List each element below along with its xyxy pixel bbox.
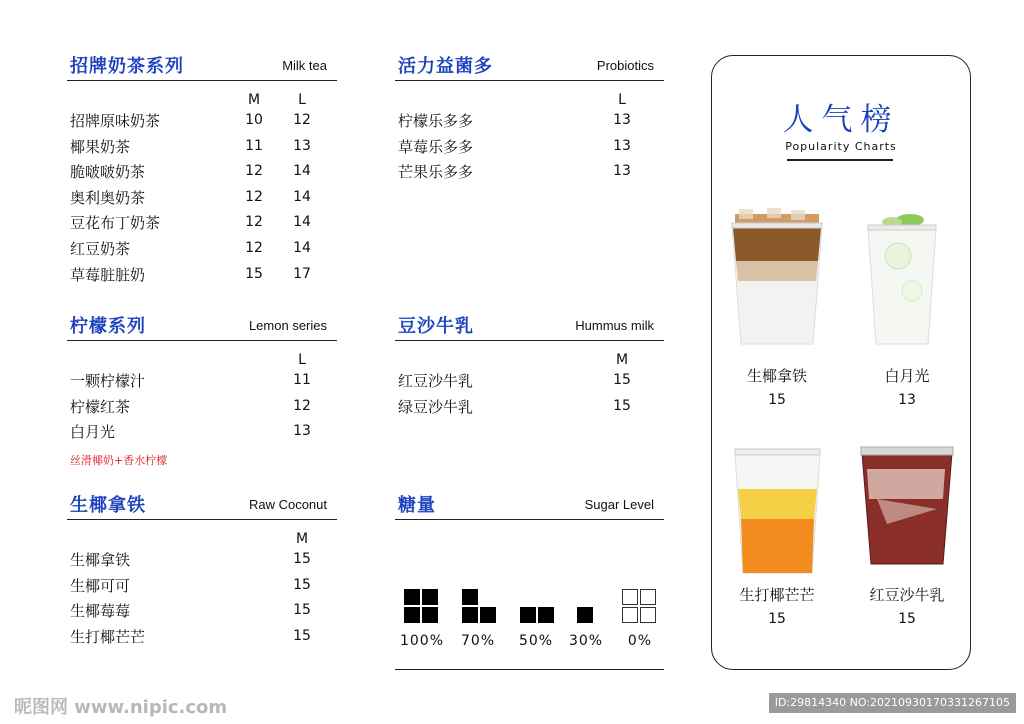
size-m-label: M: [295, 531, 309, 547]
price-l: 14: [293, 188, 311, 205]
sugar-label-50: 50%: [518, 633, 554, 649]
sugar-block-empty: [622, 589, 638, 605]
sugar-block-filled: [404, 589, 420, 605]
section-header: [67, 52, 337, 81]
red-bean-milk-cup-image: [857, 439, 957, 579]
menu-item: [67, 187, 337, 213]
popularity-subtitle: Popularity Charts: [785, 140, 897, 153]
menu-item: [67, 370, 337, 396]
section-subtitle: Raw Coconut: [248, 497, 327, 512]
item-name: 生椰拿铁: [70, 551, 131, 569]
price-l: 14: [293, 214, 311, 231]
price-m: 12: [245, 188, 263, 205]
price: 13: [613, 137, 631, 154]
section-probiotics: [395, 52, 664, 202]
size-header: [67, 352, 337, 372]
item-name: 红豆沙牛乳: [398, 372, 474, 390]
sugar-block-filled: [538, 607, 554, 623]
popular-item-name: 生椰拿铁: [746, 367, 807, 385]
size-m-label: M: [247, 92, 261, 108]
menu-item: [67, 626, 337, 652]
menu-item: [395, 396, 664, 422]
menu-item: [395, 370, 664, 396]
price: 13: [613, 163, 631, 180]
coconut-latte-cup-image: [727, 206, 827, 356]
price: 15: [613, 397, 631, 414]
size-header: [67, 531, 337, 551]
sugar-label-70: 70%: [460, 633, 496, 649]
menu-item: [67, 136, 337, 162]
section-header: [67, 312, 337, 341]
menu-item: [67, 421, 337, 447]
price: 15: [613, 372, 631, 388]
item-name: 绿豆沙牛乳: [398, 397, 474, 416]
sugar-block-empty: [622, 607, 638, 623]
item-name: 芒果乐多多: [398, 163, 474, 182]
item-name: 椰果奶茶: [70, 137, 131, 156]
section-header: [67, 491, 337, 520]
popular-item-price: 15: [768, 392, 786, 408]
section-lemon: [67, 312, 337, 472]
sugar-label-30: 30%: [568, 633, 604, 649]
size-l-label: L: [298, 92, 306, 108]
price-l: 17: [293, 265, 311, 282]
popular-item-price: 13: [898, 392, 916, 408]
price-m: 12: [245, 214, 263, 231]
price: 15: [293, 602, 311, 619]
section-sugar-level: [395, 491, 664, 531]
price: 15: [293, 551, 311, 567]
section-raw-coconut: [67, 491, 337, 661]
item-name: 生打椰芒芒: [70, 627, 146, 646]
item-name: 生椰可可: [70, 576, 131, 595]
sugar-block-filled: [520, 607, 536, 623]
sugar-label-0: 0%: [627, 633, 653, 649]
divider: [787, 159, 893, 161]
popular-item-price: 15: [768, 611, 786, 627]
section-title: 招牌奶茶系列: [70, 56, 184, 77]
section-title: 糖量: [398, 495, 436, 516]
menu-item: [395, 136, 664, 162]
price-m: 15: [245, 265, 263, 282]
price-l: 14: [293, 163, 311, 180]
item-name: 草莓乐多多: [398, 137, 474, 156]
sugar-block-filled: [577, 607, 593, 623]
menu-item: [67, 161, 337, 187]
popular-item-price: 15: [898, 611, 916, 627]
sugar-block-filled: [422, 607, 438, 623]
section-subtitle: Lemon series: [248, 318, 327, 333]
popular-item-name: 白月光: [884, 367, 930, 385]
ingredient-note: 丝滑椰奶+香水柠檬: [70, 454, 168, 467]
menu-item: [67, 212, 337, 238]
item-name: 柠檬乐多多: [398, 112, 474, 130]
menu-item: [67, 600, 337, 626]
price: 15: [293, 627, 311, 644]
section-header: [395, 312, 664, 341]
sugar-label-100: 100%: [399, 633, 445, 649]
menu-list: [395, 370, 664, 421]
menu-item: [395, 110, 664, 136]
sugar-block-filled: [462, 607, 478, 623]
price: 15: [293, 576, 311, 593]
section-milk-tea: [67, 52, 337, 302]
price-l: 12: [293, 112, 311, 128]
sugar-block-filled: [462, 589, 478, 605]
section-subtitle: Hummus milk: [575, 318, 654, 333]
size-header: [67, 92, 337, 112]
white-moonlight-cup-image: [862, 206, 942, 356]
menu-item: [67, 264, 337, 290]
watermark-id: ID:29814340 NO:20210930170331267105: [769, 693, 1016, 713]
item-name: 奥利奥奶茶: [70, 188, 146, 207]
price: 12: [293, 397, 311, 414]
size-header: [395, 352, 664, 372]
sugar-block-filled: [422, 589, 438, 605]
section-title: 活力益菌多: [398, 56, 493, 77]
section-title: 生椰拿铁: [70, 495, 146, 516]
popularity-title: 人气榜: [782, 102, 900, 138]
menu-list: [67, 370, 337, 447]
section-header: [395, 52, 664, 81]
item-name: 生椰莓莓: [70, 602, 131, 621]
price-l: 14: [293, 239, 311, 256]
menu-item: [67, 396, 337, 422]
menu-item: [67, 238, 337, 264]
popularity-card: [711, 55, 971, 670]
size-l-label: L: [298, 352, 306, 368]
section-subtitle: Probiotics: [596, 58, 654, 73]
item-name: 柠檬红茶: [70, 397, 131, 416]
size-l-label: L: [618, 92, 626, 108]
section-hummus-milk: [395, 312, 664, 432]
menu-item: [67, 110, 337, 136]
coconut-mango-cup-image: [730, 439, 825, 579]
item-name: 脆啵啵奶茶: [70, 163, 146, 182]
item-name: 一颗柠檬汁: [70, 372, 146, 390]
section-title: 柠檬系列: [70, 316, 146, 337]
price: 13: [293, 423, 311, 440]
price-m: 11: [245, 137, 263, 154]
item-name: 招牌原味奶茶: [70, 112, 161, 130]
sugar-block-empty: [640, 607, 656, 623]
price-m: 12: [245, 163, 263, 180]
item-name: 草莓脏脏奶: [70, 265, 146, 284]
price-m: 10: [245, 112, 263, 128]
menu-item: [67, 575, 337, 601]
popular-item-name: 生打椰芒芒: [739, 586, 815, 604]
price-m: 12: [245, 239, 263, 256]
size-header: [395, 92, 664, 112]
divider: [395, 669, 664, 670]
section-header: [395, 491, 664, 520]
menu-list: [67, 549, 337, 651]
item-name: 豆花布丁奶茶: [70, 214, 161, 233]
popular-item-name: 红豆沙牛乳: [869, 586, 945, 604]
section-subtitle: Milk tea: [282, 58, 327, 73]
sugar-block-filled: [480, 607, 496, 623]
menu-list: [67, 110, 337, 289]
menu-item: [67, 549, 337, 575]
size-m-label: M: [615, 352, 629, 368]
item-name: 白月光: [70, 423, 116, 442]
sugar-block-empty: [640, 589, 656, 605]
menu-list: [395, 110, 664, 187]
sugar-block-filled: [404, 607, 420, 623]
watermark-logo: 昵图网 www.nipic.com: [14, 697, 228, 718]
item-name: 红豆奶茶: [70, 239, 131, 258]
price-l: 13: [293, 137, 311, 154]
price: 11: [293, 372, 311, 388]
price: 13: [613, 112, 631, 128]
section-subtitle: Sugar Level: [584, 497, 654, 512]
section-title: 豆沙牛乳: [398, 316, 474, 337]
menu-item: [395, 161, 664, 187]
